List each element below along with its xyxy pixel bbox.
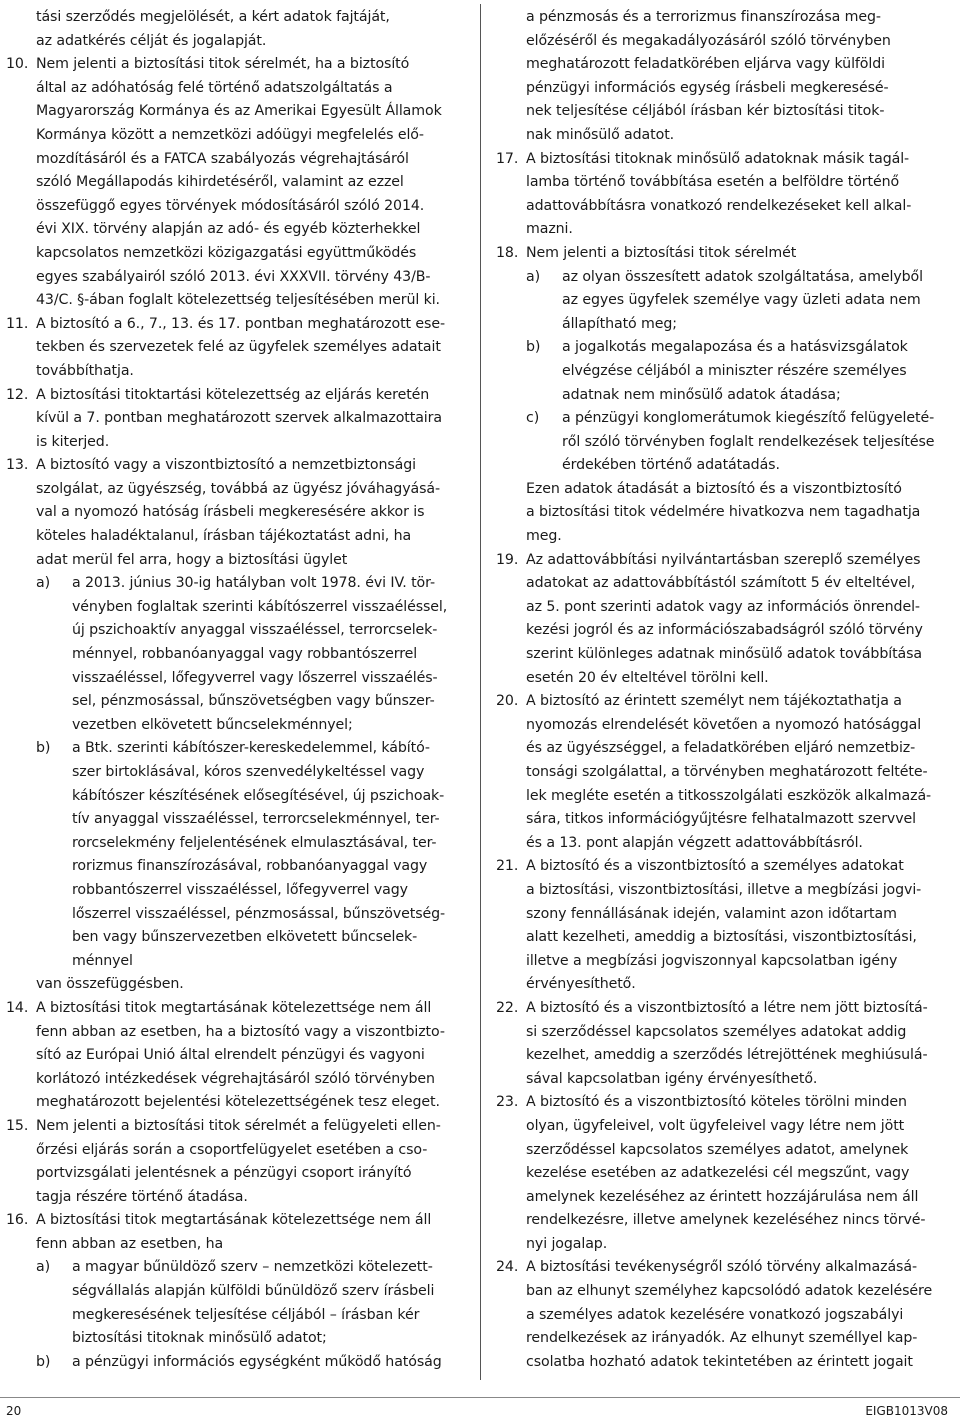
- sub-item-text: a jogalkotás megalapozása és a hatásvizsgálatok: [562, 339, 908, 356]
- item-text: A biztosító vagy a viszontbiztosító a nemzetbiztonsági: [36, 457, 417, 474]
- text-line: Ezen adatok átadását a biztosító és a viszontbiztosító: [526, 480, 902, 497]
- text-line: egyes szabályairól szóló 2013. évi XXXVII. törvény 43/B-: [36, 268, 431, 285]
- sub-item-line: [6, 1351, 464, 1375]
- item-number: 12.: [6, 386, 29, 403]
- text-line: kezelhet, ameddig a szerződés létrejöttének meghiúsulá-: [526, 1047, 928, 1064]
- item-text: Nem jelenti a biztosítási titok sérelmét: [526, 244, 797, 261]
- column-divider: [480, 4, 481, 1380]
- text-line: a pénzmosás és a terrorizmus finanszírozása meg-: [526, 9, 881, 25]
- sub-item-line: [496, 407, 948, 431]
- numbered-item-line: [6, 1115, 464, 1139]
- footer-rule: [0, 1397, 960, 1398]
- right-column: [496, 6, 948, 1374]
- text-line: köteles haladéktalanul, írásban tájékoztatást adni, ha: [36, 528, 412, 545]
- text-line: adatokat az adattovábbítástól számított 5 év elteltével,: [526, 575, 916, 592]
- text-line: szolgálat, az ügyészség, továbbá az ügyész jóváhagyásá-: [36, 480, 441, 497]
- sub-item-text: a pénzügyi konglomerátumok kiegészítő felügyeleté-: [562, 410, 935, 427]
- sub-item-text: a pénzügyi információs egységként működő hatóság: [72, 1353, 442, 1370]
- text-line: adattovábbításra vonatkozó rendelkezéseket kell alkal-: [526, 197, 912, 214]
- numbered-item-line: [496, 1091, 948, 1115]
- numbered-item-line: [6, 384, 464, 408]
- sub-item-continuation: új pszichoaktív anyaggal visszaéléssel, terrorcselek-: [72, 622, 438, 639]
- text-line: által az adóhatóság felé történő adatszolgáltatás a: [36, 79, 393, 96]
- numbered-item-line: [6, 454, 464, 478]
- text-line: továbbíthatja.: [36, 362, 134, 379]
- text-line: sával kapcsolatban igény érvényesíthető.: [526, 1070, 818, 1087]
- text-line: kezelése esetében az adatkezelési cél megszűnt, vagy: [526, 1165, 910, 1182]
- item-number: 24.: [496, 1259, 519, 1276]
- item-number: 19.: [496, 551, 519, 568]
- text-line: sára, titkos információgyűjtésre felhatalmazott szervvel: [526, 811, 916, 828]
- text-line: adat merül fel arra, hogy a biztosítási ügylet: [36, 551, 348, 568]
- text-line: portvizsgálati jelentésnek a pénzügyi csoport irányító: [36, 1165, 412, 1182]
- text-line: sító az Európai Unió által elrendelt pénzügyi és vagyoni: [36, 1047, 425, 1064]
- text-line: összefüggő egyes törvények módosításáról szóló 2014.: [36, 197, 425, 214]
- text-line: és az ügyészséggel, a feladatkörében eljáró nemzetbiz-: [526, 740, 916, 757]
- item-number: 22.: [496, 999, 519, 1016]
- text-line: lamba történő továbbítása esetén a belföldre történő: [526, 174, 900, 191]
- sub-item-continuation: biztosítási titoknak minősülő adatot;: [72, 1330, 327, 1347]
- text-line: esetén 20 év elteltével törölni kell.: [526, 669, 769, 686]
- text-line: is kiterjed.: [36, 433, 110, 450]
- sub-item-line: [6, 737, 464, 761]
- text-line: kapcsolatos nemzetközi közigazgatási együttműködés: [36, 244, 417, 261]
- item-number: 17.: [496, 150, 519, 167]
- numbered-item-line: [496, 855, 948, 879]
- item-text: A biztosítási tevékenységről szóló törvény alkalmazásá-: [526, 1259, 917, 1276]
- sub-item-letter: a): [526, 268, 541, 285]
- item-number: 10.: [6, 56, 29, 73]
- numbered-item-line: [496, 1256, 948, 1280]
- text-line: alatt kezelheti, ameddig a biztosítási, viszontbiztosítási,: [526, 929, 917, 946]
- sub-item-continuation: elvégzése céljából a miniszter részére személyes: [562, 362, 907, 379]
- text-line: az adatkérés célját és jogalapját.: [36, 32, 267, 49]
- sub-item-line: [496, 336, 948, 360]
- sub-item-line: [496, 266, 948, 290]
- sub-item-letter: c): [526, 410, 540, 427]
- text-line: tási szerződés megjelölését, a kért adatok fajtáját,: [36, 9, 390, 25]
- numbered-item-line: [6, 1209, 464, 1233]
- text-line: és a 13. pont alapján végzett adattovábbításról.: [526, 834, 863, 851]
- item-text: Nem jelenti a biztosítási titok sérelmét, ha a biztosító: [36, 56, 410, 73]
- item-text: A biztosítási titoktartási kötelezettség az eljárás keretén: [36, 386, 430, 403]
- item-number: 11.: [6, 315, 29, 332]
- text-line: Magyarország Kormánya és az Amerikai Egyesült Államok: [36, 103, 442, 120]
- sub-item-letter: b): [526, 339, 541, 356]
- text-line: nek teljesítése céljából írásban kér biztosítási titok-: [526, 103, 885, 120]
- sub-item-continuation: kábítószer készítésének elősegítésével, új pszichoak-: [72, 787, 445, 804]
- item-text: Nem jelenti a biztosítási titok sérelmét a felügyeleti ellen-: [36, 1117, 441, 1134]
- sub-item-letter: b): [36, 740, 51, 757]
- sub-item-letter: a): [36, 575, 51, 592]
- sub-item-continuation: vényben foglaltak szerinti kábítószerrel visszaéléssel,: [72, 598, 448, 615]
- text-line: ban az elhunyt személyhez kapcsolódó adatok kezelésére: [526, 1283, 933, 1300]
- text-line: tagja részére történő átadása.: [36, 1188, 248, 1205]
- sub-item-letter: b): [36, 1353, 51, 1370]
- text-line: olyan, ügyfeleivel, volt ügyfeleivel vagy létre nem jött: [526, 1117, 905, 1134]
- text-line: meghatározott feladatkörében eljárva vagy külföldi: [526, 56, 885, 73]
- item-number: 15.: [6, 1117, 29, 1134]
- sub-item-line: [6, 1256, 464, 1280]
- item-text: A biztosító és a viszontbiztosító a személyes adatokat: [526, 858, 904, 875]
- text-line: évi XIX. törvény alapján az adó- és egyéb közterhekkel: [36, 221, 421, 238]
- sub-item-continuation: rorcselekmény feljelentésének elmulasztásával, ter-: [72, 834, 437, 851]
- item-number: 14.: [6, 999, 29, 1016]
- text-line: kezési jogról és az információszabadságról szóló törvény: [526, 622, 923, 639]
- text-line: a személyes adatok kezelésére vonatkozó jogszabályi: [526, 1306, 904, 1323]
- sub-item-continuation: érdekében történő adatátadás.: [562, 457, 780, 474]
- numbered-item-line: [496, 242, 948, 266]
- text-line: fenn abban az esetben, ha: [36, 1235, 224, 1252]
- sub-item-continuation: ben vagy bűnszervezetben elkövetett bűncselek-: [72, 929, 418, 946]
- left-column: [6, 6, 464, 1374]
- text-line: nyi jogalap.: [526, 1235, 608, 1252]
- sub-item-continuation: lőszerrel visszaéléssel, pénzmosással, bűnszövetség-: [72, 905, 446, 922]
- item-text: A biztosító és a viszontbiztosító köteles törölni minden: [526, 1094, 907, 1111]
- text-line: a biztosítási, viszontbiztosítási, illetve a megbízási jogvi-: [526, 881, 922, 898]
- item-text: Az adattovábbítási nyilvántartásban szereplő személyes: [526, 551, 921, 568]
- text-line: csolatba hozható adatok tekintetében az érintett jogait: [526, 1353, 913, 1370]
- text-line: Kormánya között a nemzetközi adóügyi megfelelés elő-: [36, 126, 424, 143]
- sub-item-continuation: megkeresésének teljesítése céljából – írásban kér: [72, 1306, 420, 1323]
- item-number: 20.: [496, 693, 519, 710]
- sub-item-text: az olyan összesített adatok szolgáltatása, amelyből: [562, 268, 923, 285]
- text-line: mazni.: [526, 221, 573, 238]
- sub-item-continuation: ménnyel: [72, 952, 133, 969]
- text-line: szerződéssel kapcsolatos személyes adatot, amelynek: [526, 1141, 909, 1158]
- text-line: lek megléte esetén a titkosszolgálati eszközök alkalmazá-: [526, 787, 932, 804]
- text-line: kívül a 7. pontban meghatározott szervek alkalmazottaira: [36, 410, 442, 427]
- text-line: amelynek kezeléséhez az érintett hozzájárulása nem áll: [526, 1188, 919, 1205]
- sub-item-continuation: állapítható meg;: [562, 315, 677, 332]
- sub-item-continuation: robbantószerrel visszaéléssel, lőfegyverrel vagy: [72, 881, 408, 898]
- text-line: illetve a megbízási jogviszonnyal kapcsolatban igény: [526, 952, 898, 969]
- text-line: szóló Megállapodás kihirdetéséről, valamint az ezzel: [36, 174, 404, 191]
- text-line: őrzési eljárás során a csoportfelügyelet esetében a cso-: [36, 1141, 428, 1158]
- text-line: fenn abban az esetben, ha a biztosító vagy a viszontbizto-: [36, 1023, 445, 1040]
- text-line: 43/C. §-ában foglalt kötelezettség teljesítésében merül ki.: [36, 292, 440, 309]
- text-line: mozdításáról és a FATCA szabályozás végrehajtásáról: [36, 150, 409, 167]
- sub-item-continuation: visszaéléssel, lőfegyverrel vagy lőszerrel visszaélés-: [72, 669, 438, 686]
- sub-item-continuation: adatnak nem minősülő adatok átadása;: [562, 386, 841, 403]
- item-text: A biztosító az érintett személyt nem tájékoztathatja a: [526, 693, 902, 710]
- text-line: a biztosítási titok védelmére hivatkozva nem tagadhatja: [526, 504, 921, 521]
- item-text: A biztosítási titok megtartásának kötelezettsége nem áll: [36, 1212, 432, 1229]
- text-line: si szerződéssel kapcsolatos személyes adatokat addig: [526, 1023, 907, 1040]
- sub-item-continuation: az egyes ügyfelek személye vagy üzleti adata nem: [562, 292, 921, 309]
- item-text: A biztosítási titoknak minősülő adatoknak másik tagál-: [526, 150, 910, 167]
- sub-item-continuation: tív anyaggal visszaéléssel, terrorcselekménnyel, ter-: [72, 811, 440, 828]
- text-line: val a nyomozó hatóság írásbeli megkeresésére akkor is: [36, 504, 425, 521]
- sub-item-line: [6, 572, 464, 596]
- item-number: 13.: [6, 457, 29, 474]
- text-line: szerint különleges adatnak minősülő adatok továbbítása: [526, 646, 923, 663]
- item-text: A biztosító és a viszontbiztosító a létre nem jött biztosítá-: [526, 999, 928, 1016]
- sub-item-continuation: szer birtoklásával, kóros szenvedélykeltéssel vagy: [72, 764, 425, 780]
- sub-item-continuation: ről szóló törvényben foglalt rendelkezések teljesítése: [562, 433, 935, 450]
- text-line: tonsági szolgálattal, a törvényben meghatározott feltéte-: [526, 764, 928, 780]
- numbered-item-line: [496, 549, 948, 573]
- numbered-item-line: [496, 148, 948, 172]
- text-line: korlátozó intézkedések végrehajtásáról szóló törvényben: [36, 1070, 435, 1087]
- numbered-item-line: [6, 53, 464, 77]
- sub-item-continuation: ségvállalás alapján külföldi bűnüldöző szerv írásbeli: [72, 1283, 435, 1300]
- sub-item-continuation: sel, pénzmosással, bűnszövetségben vagy bűnszer-: [72, 693, 435, 710]
- item-text: A biztosító a 6., 7., 13. és 17. pontban meghatározott ese-: [36, 315, 446, 332]
- numbered-item-line: [6, 313, 464, 337]
- sub-item-text: a Btk. szerinti kábítószer-kereskedelemmel, kábító-: [72, 740, 430, 757]
- text-line: meg.: [526, 528, 562, 545]
- text-line: az 5. pont szerinti adatok vagy az információs önrendel-: [526, 598, 920, 615]
- numbered-item-line: [496, 997, 948, 1021]
- text-line: érvényesíthető.: [526, 976, 636, 993]
- item-number: 23.: [496, 1094, 519, 1111]
- text-line: nyomozás elrendelését követően a nyomozó hatósággal: [526, 716, 922, 733]
- text-line: előzéséről és megakadályozásáról szóló törvényben: [526, 32, 891, 49]
- sub-item-continuation: ménnyel, robbanóanyaggal vagy robbantószerrel: [72, 646, 418, 663]
- document-code: EIGB1013V08: [865, 1404, 948, 1418]
- sub-item-continuation: rorizmus finanszírozásával, robbanóanyaggal vagy: [72, 858, 428, 875]
- sub-item-text: a magyar bűnüldöző szerv – nemzetközi kötelezett-: [72, 1259, 433, 1276]
- text-line: rendelkezésre, illetve amelynek kezeléséhez nincs törvé-: [526, 1212, 926, 1229]
- item-number: 18.: [496, 244, 519, 261]
- sub-item-letter: a): [36, 1259, 51, 1276]
- sub-item-text: a 2013. június 30-ig hatályban volt 1978. évi IV. tör-: [72, 575, 435, 592]
- page-number: 20: [6, 1404, 22, 1418]
- text-line: meghatározott bejelentési kötelezettségének tesz eleget.: [36, 1094, 440, 1111]
- numbered-item-line: [496, 690, 948, 714]
- text-line: rendelkezések az irányadók. Az elhunyt személlyel kap-: [526, 1330, 918, 1347]
- sub-item-continuation: vezetben elkövetett bűncselekménnyel;: [72, 716, 353, 733]
- text-line: pénzügyi információs egység írásbeli megkeresésé-: [526, 79, 889, 96]
- item-number: 21.: [496, 858, 519, 875]
- item-number: 16.: [6, 1212, 29, 1229]
- text-line: tekben és szervezetek felé az ügyfelek személyes adatait: [36, 339, 441, 356]
- text-line: szony fennállásának idején, valamint azon időtartam: [526, 905, 897, 922]
- text-line: van összefüggésben.: [36, 976, 184, 993]
- numbered-item-line: [6, 997, 464, 1021]
- text-line: nak minősülő adatot.: [526, 126, 675, 143]
- item-text: A biztosítási titok megtartásának kötelezettsége nem áll: [36, 999, 432, 1016]
